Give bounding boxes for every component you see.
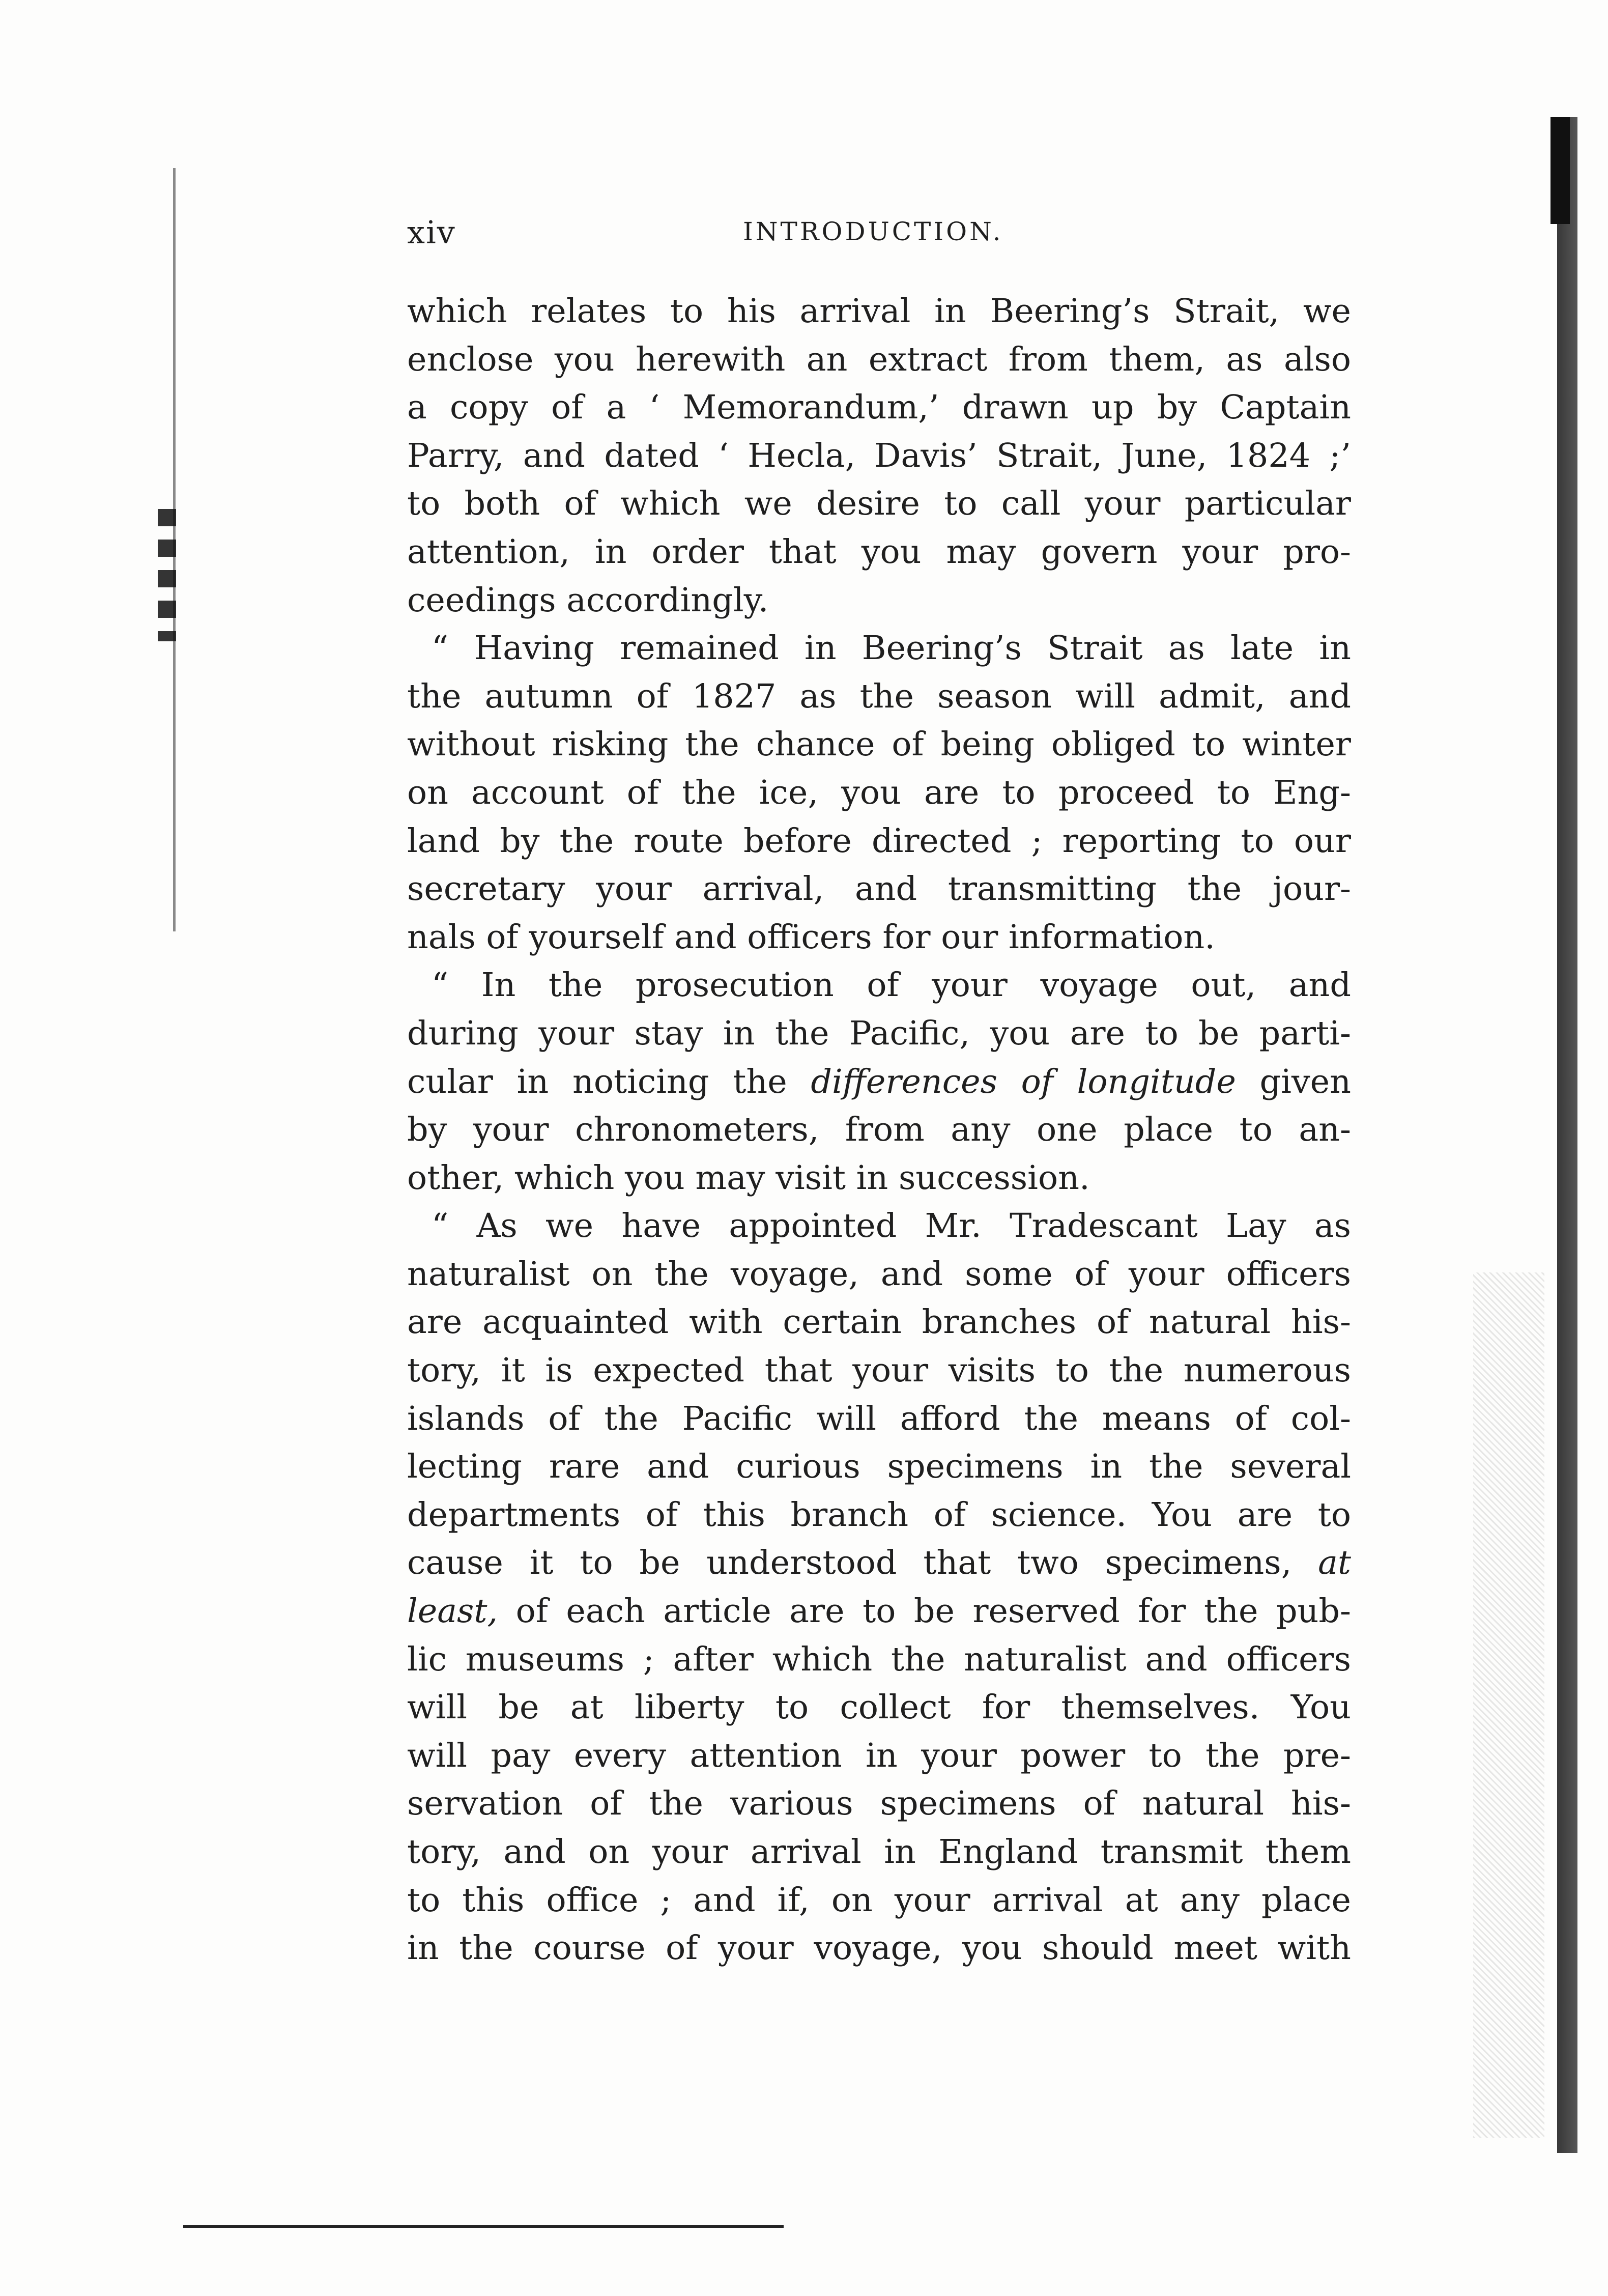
text-line-with-italic bbox=[407, 1058, 1351, 1107]
text-line: naturalist on the voyage, and some of your officers bbox=[407, 1255, 1351, 1293]
text-line: on account of the ice, you are to proceed to Eng- bbox=[407, 773, 1351, 812]
text-line: by your chronometers, from any one place to an- bbox=[407, 1111, 1351, 1149]
text-line: lic museums ; after which the naturalist and officers bbox=[407, 1640, 1351, 1679]
text-line-with-italic bbox=[407, 1539, 1351, 1588]
page-number: xiv bbox=[407, 214, 456, 251]
text-line: tory, it is expected that your visits to the numerous bbox=[407, 1351, 1351, 1390]
text-line: nals of yourself and officers for our information. bbox=[407, 918, 1215, 956]
scan-left-marks bbox=[158, 509, 176, 641]
text-line: enclose you herewith an extract from them, as also bbox=[407, 340, 1351, 379]
text-line: “ Having remained in Beering’s Strait as late in bbox=[432, 629, 1351, 668]
text-line: during your stay in the Pacific, you are to be parti- bbox=[407, 1014, 1351, 1053]
italic-phrase: differences of longitude bbox=[811, 1062, 1236, 1101]
text-line: will be at liberty to collect for themselves. You bbox=[407, 1688, 1351, 1727]
text-line: departments of this branch of science. You are to bbox=[407, 1495, 1351, 1534]
text-line: servation of the various specimens of natural his- bbox=[407, 1784, 1351, 1823]
text-line: lecting rare and curious specimens in the several bbox=[407, 1448, 1351, 1486]
text-line: tory, and on your arrival in England transmit them bbox=[407, 1833, 1351, 1871]
text-line: Parry, and dated ‘ Hecla, Davis’ Strait, June, 1824 ;’ bbox=[407, 436, 1351, 475]
text-line: islands of the Pacific will afford the means of col- bbox=[407, 1399, 1351, 1438]
text-line: a copy of a ‘ Memorandum,’ drawn up by Captain bbox=[407, 388, 1351, 427]
text-line: are acquainted with certain branches of natural his- bbox=[407, 1303, 1351, 1342]
text-line: “ As we have appointed Mr. Tradescant Lay as bbox=[432, 1207, 1351, 1245]
italic-word: least, bbox=[407, 1592, 498, 1631]
running-title: INTRODUCTION. bbox=[743, 217, 1003, 246]
text-segment: cause it to be understood that two specimens, bbox=[407, 1544, 1318, 1582]
text-line: secretary your arrival, and transmitting the jour- bbox=[407, 870, 1351, 909]
text-segment: given bbox=[1236, 1062, 1351, 1101]
text-line: ceedings accordingly. bbox=[407, 581, 769, 619]
text-line: to this office ; and if, on your arrival at any place bbox=[407, 1881, 1351, 1919]
scan-right-edge bbox=[1547, 117, 1577, 2153]
text-segment: cular in noticing the bbox=[407, 1062, 811, 1101]
running-head bbox=[407, 214, 1354, 254]
text-line: land by the route before directed ; reporting to our bbox=[407, 821, 1351, 860]
text-line: “ In the prosecution of your voyage out, and bbox=[432, 966, 1351, 1005]
scan-bottom-rule bbox=[183, 2225, 784, 2228]
text-line: which relates to his arrival in Beering’s Strait, we bbox=[407, 292, 1351, 330]
text-line: without risking the chance of being obliged to winter bbox=[407, 725, 1351, 764]
text-line: attention, in order that you may govern your pro- bbox=[407, 532, 1351, 571]
scan-right-edge-top bbox=[1550, 117, 1570, 224]
text-line: to both of which we desire to call your particular bbox=[407, 485, 1351, 523]
text-line: other, which you may visit in succession. bbox=[407, 1158, 1090, 1197]
scan-right-speckle bbox=[1473, 1272, 1544, 2138]
text-line: in the course of your voyage, you should meet with bbox=[407, 1929, 1351, 1968]
italic-word: at bbox=[1318, 1544, 1351, 1582]
text-segment: of each article are to be reserved for the pub- bbox=[498, 1592, 1351, 1631]
text-line: the autumn of 1827 as the season will admit, and bbox=[407, 677, 1351, 716]
text-line: will pay every attention in your power to the pre- bbox=[407, 1736, 1351, 1775]
text-line-with-italic bbox=[407, 1588, 1351, 1636]
body-text bbox=[407, 288, 1351, 1973]
